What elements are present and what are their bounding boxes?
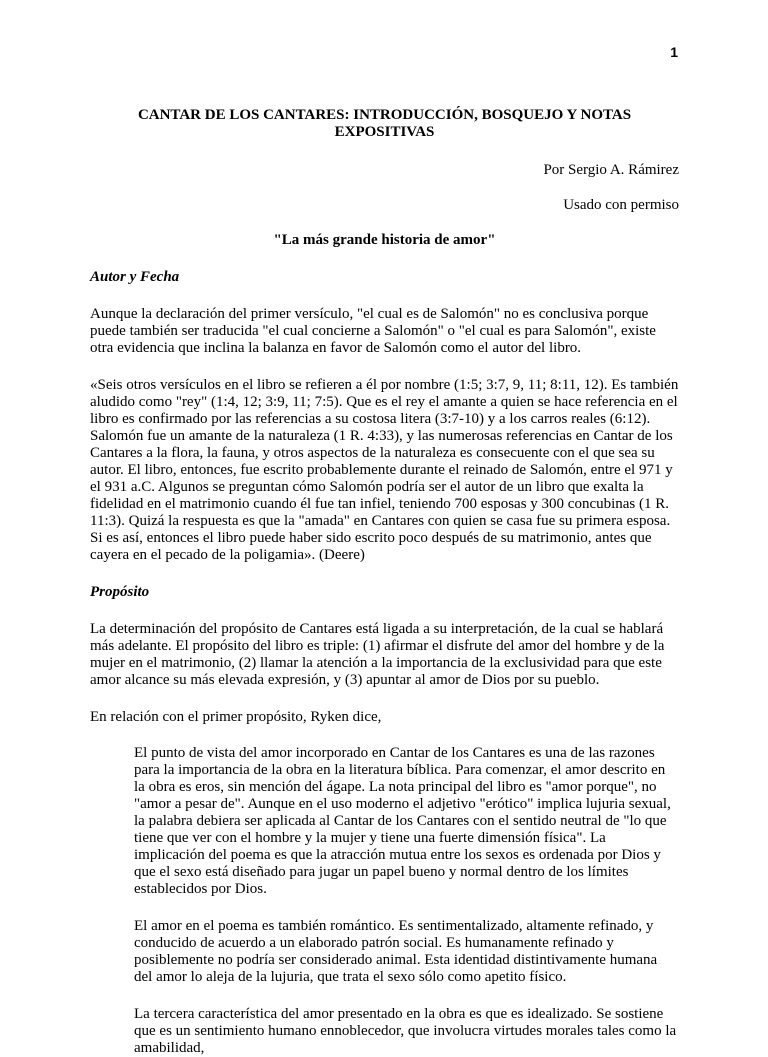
permission-note: Usado con permiso bbox=[563, 197, 679, 213]
paragraph: En relación con el primer propósito, Ryken dice, bbox=[90, 709, 382, 725]
paragraph: «Seis otros versículos en el libro se refieren a él por nombre (1:5; 3:7, 9, 11; 8:11, 12). Es también aludido como "rey" (1:4, 12; 3:9, 11; 7:5). Que es el rey el amante a quien se hace referencia en el libro es confirmado por las referencias a su costosa litera (3:7-10) y a los carros reales (6:12). Salomón fue un amante de la naturaleza (1 R. 4:33), y las numerosas referencias en Cantar de los Cantares a la flora, la fauna, y otros aspectos de la naturaleza es consecuente con el que sea su autor. El libro, entonces, fue escrito probablemente durante el reinado de Salomón, entre el 971 y el 931 a.C. Algunos se preguntan cómo Salomón podría ser el autor de un libro que exalta la fidelidad en el matrimonio cuando él fue tan infiel, teniendo 700 esposas y 300 concubinas (1 R. 11:3). Quizá la respuesta es que la "amada" en Cantares con quien se casa fue su primera esposa. Si es así, entonces el libro puede haber sido escrito poco después de su matrimonio, antes que cayera en el pecado de la poligamia». (Deere) bbox=[90, 377, 679, 563]
paragraph: La determinación del propósito de Cantares está ligada a su interpretación, de la cual se hablará más adelante. El propósito del libro es triple: (1) afirmar el disfrute del amor del hombre y de la mujer en el matrimonio, (2) llamar la atención a la importancia de la exclusividad para que este amor alcance su más elevada expresión, y (3) apuntar al amor de Dios por su pueblo. bbox=[90, 621, 665, 688]
author-byline: Por Sergio A. Rámirez bbox=[543, 162, 679, 178]
section-heading-proposito: Propósito bbox=[90, 584, 150, 600]
quote-paragraph: El amor en el poema es también romántico. Es sentimentalizado, altamente refinado, y conducido de acuerdo a un elaborado patrón social. Es humanamente refinado y posiblemente no podría ser considerado animal. Esta identidad distintivamente humana del amor lo aleja de la lujuria, que trata el sexo sólo como apetito físico. bbox=[134, 918, 658, 985]
document-subtitle: "La más grande historia de amor" bbox=[273, 232, 496, 248]
page-number: 1 bbox=[670, 44, 678, 60]
paragraph: Aunque la declaración del primer versículo, "el cual es de Salomón" no es conclusiva porque puede también ser traducida "el cual concierne a Salomón" o "el cual es para Salomón", existe otra evidencia que inclina la balanza en favor de Salomón como el autor del libro. bbox=[90, 306, 656, 356]
document-title: CANTAR DE LOS CANTARES: INTRODUCCIÓN, BOSQUEJO Y NOTAS EXPOSITIVAS bbox=[137, 107, 632, 140]
section-heading-autor: Autor y Fecha bbox=[90, 269, 180, 285]
document-body bbox=[90, 107, 679, 1057]
block-quote bbox=[134, 745, 679, 1057]
quote-paragraph: El punto de vista del amor incorporado en Cantar de los Cantares es una de las razones para la importancia de la obra en la literatura bíblica. Para comenzar, el amor descrito en la obra es eros, sin mención del ágape. La nota principal del libro es "amor porque", no "amor a pesar de". Aunque en el uso moderno el adjetivo "erótico" implica lujuria sexual, la palabra debiera ser aplicada al Cantar de los Cantares con el sentido neutral de "lo que tiene que ver con el hombre y la mujer y tiene una fuerte dimensión física". La implicación del poema es que la atracción mutua entre los sexos es ordenada por Dios y que el sexo está diseñado para jugar un papel bueno y normal dentro de los límites establecidos por Dios. bbox=[134, 745, 671, 897]
quote-paragraph: La tercera característica del amor presentado en la obra es que es idealizado. Se sostiene que es un sentimiento humano ennoblecedor, que involucra virtudes morales tales como la amabilidad, bbox=[134, 1006, 677, 1056]
